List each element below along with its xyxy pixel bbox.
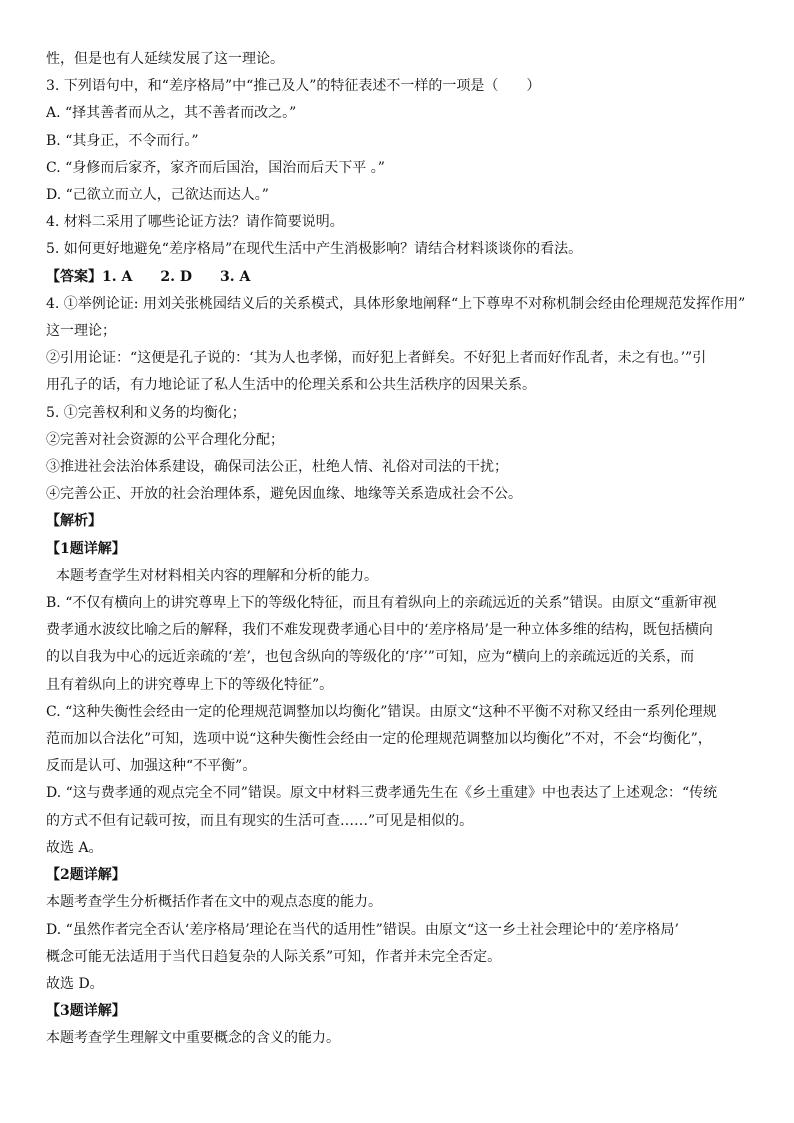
question-5: 5. 如何更好地避免“差序格局”在现代生活中产生消极影响？请结合材料谈谈你的看法。 [46,241,583,258]
text-line: 费孝通水波纹比喻之后的解释，我们不难发现费孝通心目中的‘差序格局’是一种立体多维的结构，既包括横向 [46,622,713,639]
text-line: D. “虽然作者完全否认‘差序格局’理论在当代的适用性”错误。由原文“这一乡土社会理论中的‘差序格局’ [46,921,679,938]
answer-5-line: ②完善对社会资源的公平合理化分配； [46,431,284,448]
option-a: A. “择其善者而从之，其不善者而改之。” [46,105,297,122]
text-line: 且有着纵向上的讲究尊卑上下的等级化特征”。 [46,676,334,693]
text-line: 范而加以合法化”可知，选项中说“这种失衡性会经由一定的伦理规范调整加以均衡化”不对，不会“均衡化”， [46,731,712,748]
q2-detail-heading: 【2题详解】 [46,867,126,884]
option-c: C. “身修而后家齐，家齐而后国治，国治而后天下平 。” [46,159,385,176]
text-line: 故选 D。 [46,975,104,992]
answer-4-line: 4. ①举例论证: 用刘关张桃园结义后的关系模式，具体形象地阐释“上下尊卑不对称机制会经由伦理规范发挥作用” [46,295,746,312]
option-d: D. “己欲立而立人，己欲达而达人。” [46,187,269,204]
answer-5-line: ③推进社会法治体系建设，确保司法公正，杜绝人情、礼俗对司法的干扰； [46,459,508,476]
text-line: 性，但是也有人延续发展了这一理论。 [46,51,284,67]
document-page [46,46,751,1053]
answer-4-line: 用孔子的话，有力地论证了私人生活中的伦理关系和公共生活秩序的因果关系。 [46,377,536,394]
answer-heading: 【答案】1. A 2. D 3. A [46,268,251,285]
text-line: 的方式不但有记载可按，而且有现实的生活可查……”可见是相似的。 [46,812,474,829]
text-line: 的以自我为中心的远近亲疏的‘差’，也包含纵向的等级化的‘序’”可知，应为“横向上的亲疏远近的关系，而 [46,649,695,666]
text-line: 反而是认可、加强这种“不平衡”。 [46,758,257,775]
text-line: 本题考查学生对材料相关内容的理解和分析的能力。 [56,567,378,584]
text-line: B. “不仅有横向上的讲究尊卑上下的等级化特征，而且有着纵向上的亲疏远近的关系”错误。由原文“重新审视 [46,595,717,612]
analysis-heading: 【解析】 [46,513,102,530]
answer-5-line: 5. ①完善权利和义务的均衡化； [46,404,246,421]
q1-detail-heading: 【1题详解】 [46,540,126,557]
text-line: C. “这种失衡性会经由一定的伦理规范调整加以均衡化”错误。由原文“这种不平衡不对称又经由一系列伦理规 [46,703,717,720]
text-line: 故选 A。 [46,839,103,856]
text-line: 本题考查学生理解文中重要概念的含义的能力。 [46,1030,340,1047]
text-line: 本题考查学生分析概括作者在文中的观点态度的能力。 [46,894,382,911]
question-4: 4. 材料二采用了哪些论证方法？请作简要说明。 [46,214,344,231]
answer-4-line: 这一理论； [46,323,116,340]
answer-5-line: ④完善公正、开放的社会治理体系，避免因血缘、地缘等关系造成社会不公。 [46,486,522,503]
text-line: 概念可能无法适用于当代日趋复杂的人际关系”可知，作者并未完全否定。 [46,948,502,965]
answer-4-line: ②引用论证：“这便是孔子说的：‘其为人也孝悌，而好犯上者鲜矣。不好犯上者而好作乱者，未之有也。’”引 [46,350,707,367]
option-b: B. “其身正，不令而行。” [46,132,199,149]
question-3: 3. 下列语句中，和“差序格局”中“推己及人”的特征表述不一样的一项是（ ） [46,78,541,95]
q3-detail-heading: 【3题详解】 [46,1003,126,1020]
text-line: D. “这与费孝通的观点完全不同”错误。原文中材料三费孝通先生在《乡土重建》中也表达了上述观念：“传统 [46,785,718,802]
